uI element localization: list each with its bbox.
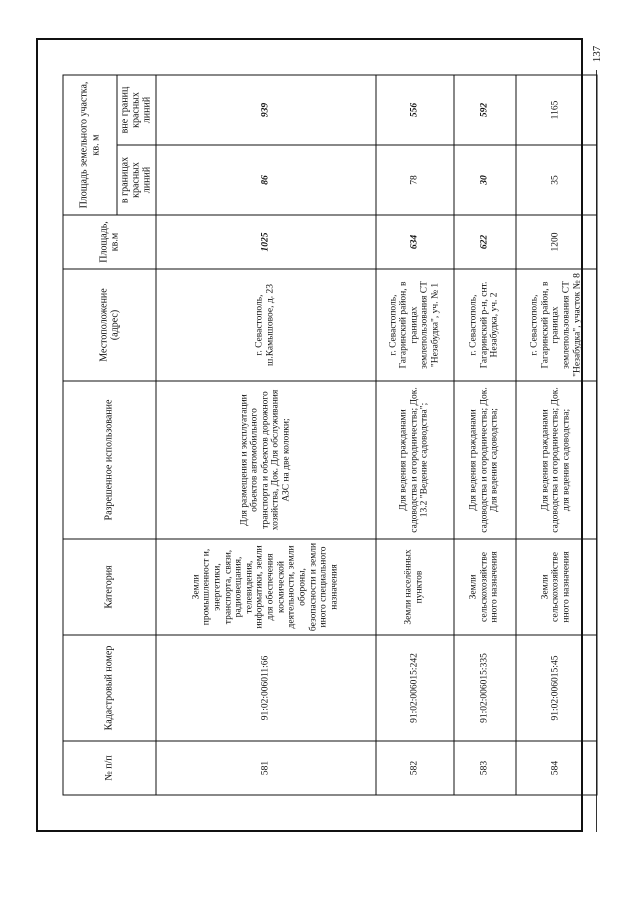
- cell-use: Для ведения гражданами садоводства и огородничества; Док. Для ведения садоводства;: [453, 381, 515, 539]
- cell-category: Земли сельскохозяйстве нного назначения: [515, 539, 596, 635]
- header-num: № п/п: [63, 741, 156, 795]
- cell-within: 78: [375, 145, 453, 215]
- cell-num: 582: [375, 741, 453, 795]
- table-row: [515, 75, 596, 795]
- cell-category: Земли населённых пунктов: [375, 539, 453, 635]
- cell-area: 622: [453, 215, 515, 269]
- cell-category: Земли промышленност и, энергетики, транспорта, связи, радиовещания, телевидения, информатики, земли для обеспечения космической деятельности, земли обороны, безопасности и земли иного специального назначения: [155, 539, 375, 635]
- cell-use: Для размещения и эксплуатации объектов автомобильного транспорта и объектов дорожного хозяйства, Док. Для обслуживания АЗС на две колонки;: [155, 381, 375, 539]
- cell-area: 1200: [515, 215, 596, 269]
- land-plots-table: [62, 74, 597, 795]
- cell-cadastral: 91:02:006015:45: [515, 635, 596, 741]
- header-outside: вне границ красных линий: [117, 75, 156, 145]
- cell-use: Для ведения гражданами садоводства и огородничества; Док. 13.2 "Ведение садоводства";: [375, 381, 453, 539]
- cell-location: г. Севастополь, Гагаринский район, в границах землепользования СТ "Незабудка", участок № 8: [515, 269, 596, 381]
- cell-within: 86: [155, 145, 375, 215]
- page-frame: [36, 38, 583, 832]
- header-within: в границах красных линий: [117, 145, 156, 215]
- cell-area: 634: [375, 215, 453, 269]
- header-category: Категория: [63, 539, 156, 635]
- cell-cadastral: 91:02:006015:335: [453, 635, 515, 741]
- header-location: Местоположение (адрес): [63, 269, 156, 381]
- cell-num: 581: [155, 741, 375, 795]
- header-cadastral: Кадастровый номер: [63, 635, 156, 741]
- cell-location: г. Севастополь, ш.Камышовое, д. 23: [155, 269, 375, 381]
- header-plot-area: Площадь земельного участка, кв. м: [63, 75, 117, 215]
- cell-category: Земли сельскохозяйстве нного назначения: [453, 539, 515, 635]
- table-row: [155, 75, 375, 795]
- cell-cadastral: 91:02:006015:242: [375, 635, 453, 741]
- cell-location: г. Севастополь, Гагаринский район, в границах землепользования СТ "Незабудка", уч. № 1: [375, 269, 453, 381]
- cell-num: 584: [515, 741, 596, 795]
- header-area: Площадь, кв.м: [63, 215, 156, 269]
- cell-outside: 592: [453, 75, 515, 145]
- header-use: Разрешенное использование: [63, 381, 156, 539]
- cell-within: 30: [453, 145, 515, 215]
- cell-location: г. Севастополь, Гагаринский р-н, снт. Незабудка, уч. 2: [453, 269, 515, 381]
- cell-cadastral: 91:02:006011:66: [155, 635, 375, 741]
- cell-outside: 1165: [515, 75, 596, 145]
- cell-outside: 556: [375, 75, 453, 145]
- table-row: [453, 75, 515, 795]
- cell-num: 583: [453, 741, 515, 795]
- cell-use: Для ведения гражданами садоводства и огородничества; Док. для ведения садоводства;: [515, 381, 596, 539]
- cell-within: 35: [515, 145, 596, 215]
- rotated-table-container: [62, 75, 582, 795]
- cell-outside: 939: [155, 75, 375, 145]
- page-number: 137: [591, 45, 603, 63]
- cell-area: 1025: [155, 215, 375, 269]
- table-row: [375, 75, 453, 795]
